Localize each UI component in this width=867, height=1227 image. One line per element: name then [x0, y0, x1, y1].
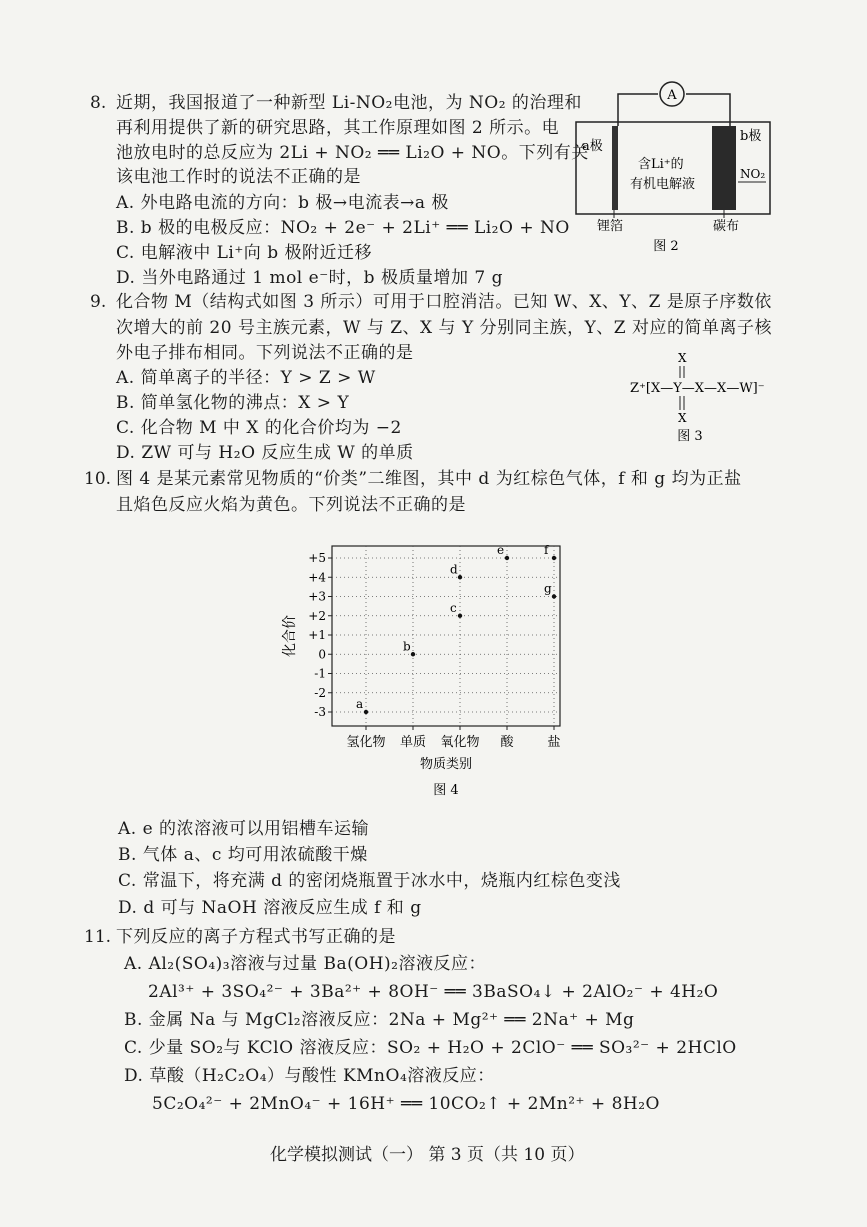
question-11-stem: 下列反应的离子方程式书写正确的是: [116, 927, 396, 947]
question-10-option-c: C. 常温下，将充满 d 的密闭烧瓶置于冰水中，烧瓶内红棕色变浅: [118, 871, 621, 891]
question-9-option-b: B. 简单氢化物的沸点：X > Y: [116, 393, 350, 413]
lithium-foil-label: 锂箔: [596, 219, 624, 234]
formula-chain: Z⁺[X—Y—X—X—W]⁻: [630, 381, 765, 396]
question-9-stem-line: 次增大的前 20 号主族元素，W 与 Z、X 与 Y 分别同主族，Y、Z 对应的简单离子核: [116, 318, 773, 338]
question-11-option-a: A. Al₂(SO₄)₃溶液与过量 Ba(OH)₂溶液反应：: [124, 954, 486, 974]
x-tick-label: 酸: [500, 735, 514, 750]
question-8-option-c: C. 电解液中 Li⁺向 b 极附近迁移: [116, 243, 373, 263]
data-point-c: [458, 614, 462, 618]
question-9-option-a: A. 简单离子的半径：Y > Z > W: [116, 368, 376, 388]
x-tick-label: 单质: [399, 735, 427, 750]
question-10-option-a: A. e 的浓溶液可以用铝槽车运输: [118, 819, 370, 839]
data-point-f: [552, 556, 556, 560]
electrolyte-label: 有机电解液: [630, 177, 696, 192]
question-10-option-d: D. d 可与 NaOH 溶液反应生成 f 和 g: [118, 898, 422, 918]
y-tick-label: 0: [318, 647, 326, 662]
y-tick-label: -2: [314, 685, 326, 700]
data-label-e: e: [497, 543, 505, 557]
x-axis-label: 物质类别: [419, 757, 473, 772]
data-point-e: [505, 556, 509, 560]
question-8-stem-line: 该电池工作时的说法不正确的是: [116, 167, 361, 187]
data-label-g: g: [544, 581, 552, 596]
valence-class-chart: [270, 530, 590, 810]
question-9-stem-line: 外电子排布相同。下列说法不正确的是: [116, 343, 414, 363]
figure-3-caption: 图 3: [677, 429, 703, 444]
question-10-stem-line: 且焰色反应火焰为黄色。下列说法不正确的是: [116, 495, 466, 515]
x-tick-label: 盐: [547, 735, 561, 750]
question-8-option-a: A. 外电路电流的方向：b 极→电流表→a 极: [116, 193, 449, 213]
data-point-d: [458, 575, 462, 579]
battery-diagram: [570, 78, 790, 258]
anode-label: a极: [582, 139, 603, 154]
data-point-g: [552, 594, 556, 598]
bottom-atom: X: [678, 411, 687, 425]
question-10-stem-line: 图 4 是某元素常见物质的“价类”二维图，其中 d 为红棕色气体，f 和 g 均为正盐: [116, 469, 742, 489]
data-label-b: b: [403, 639, 411, 654]
electrolyte-label: 含Li⁺的: [638, 157, 684, 172]
lithium-foil: [612, 126, 618, 210]
question-8-option-b: B. b 极的电极反应：NO₂ + 2e⁻ + 2Li⁺ ══ Li₂O + NO: [116, 218, 570, 238]
y-tick-label: +2: [308, 608, 326, 623]
data-label-f: f: [544, 543, 549, 557]
question-11-option-c: C. 少量 SO₂与 KClO 溶液反应：SO₂ + H₂O + 2ClO⁻ ══ SO₃²⁻ + 2HClO: [124, 1038, 737, 1058]
question-9-stem-line: 化合物 M（结构式如图 3 所示）可用于口腔消洁。已知 W、X、Y、Z 是原子序数依: [116, 292, 772, 312]
data-point-b: [411, 652, 415, 656]
y-axis-label: 化合价: [282, 615, 298, 657]
data-label-d: d: [450, 562, 458, 577]
y-tick-label: -1: [314, 666, 326, 681]
question-9-option-c: C. 化合物 M 中 X 的化合价均为 −2: [116, 418, 402, 438]
figure-4-caption: 图 4: [433, 783, 459, 798]
question-9-number: 9.: [90, 292, 107, 312]
question-8-stem-line: 再利用提供了新的研究思路，其工作原理如图 2 所示。电: [116, 118, 560, 138]
data-label-a: a: [356, 697, 364, 711]
question-8-stem-line: 近期，我国报道了一种新型 Li-NO₂电池，为 NO₂ 的治理和: [116, 93, 582, 113]
top-atom: X: [678, 351, 687, 365]
question-11-number: 11.: [84, 927, 112, 947]
question-9-option-d: D. ZW 可与 H₂O 反应生成 W 的单质: [116, 443, 414, 463]
y-tick-label: -3: [314, 705, 326, 719]
cathode-label: b极: [740, 129, 762, 144]
y-tick-label: +3: [308, 589, 326, 604]
question-10-number: 10.: [84, 469, 112, 489]
data-label-c: c: [450, 600, 457, 615]
question-8-option-d: D. 当外电路通过 1 mol e⁻时，b 极质量增加 7 g: [116, 268, 503, 288]
question-8-number: 8.: [90, 93, 107, 113]
carbon-cloth: [712, 126, 736, 210]
x-tick-label: 氢化物: [346, 735, 386, 750]
y-tick-label: +4: [308, 570, 326, 585]
question-11-equation-a: 2Al³⁺ + 3SO₄²⁻ + 3Ba²⁺ + 8OH⁻ ══ 3BaSO₄↓ + 2AlO₂⁻ + 4H₂O: [148, 982, 719, 1002]
question-10-option-b: B. 气体 a、c 均可用浓硫酸干燥: [118, 845, 368, 865]
y-tick-label: +1: [308, 628, 326, 642]
data-point-a: [364, 710, 368, 714]
figure-2-caption: 图 2: [653, 239, 679, 254]
question-11-equation-d: 5C₂O₄²⁻ + 2MnO₄⁻ + 16H⁺ ══ 10CO₂↑ + 2Mn²⁺ + 8H₂O: [152, 1094, 660, 1114]
ammeter-label: A: [667, 88, 677, 103]
gas-label: NO₂: [740, 167, 766, 181]
y-tick-label: +5: [308, 551, 326, 565]
structural-formula: [620, 348, 820, 448]
question-11-option-b: B. 金属 Na 与 MgCl₂溶液反应：2Na + Mg²⁺ ══ 2Na⁺ + Mg: [124, 1010, 635, 1030]
question-8-stem-line: 池放电时的总反应为 2Li + NO₂ ══ Li₂O + NO。下列有关: [116, 143, 589, 163]
question-11-option-d: D. 草酸（H₂C₂O₄）与酸性 KMnO₄溶液反应：: [124, 1066, 495, 1086]
page-footer: 化学模拟测试（一） 第 3 页（共 10 页）: [270, 1145, 585, 1165]
x-tick-label: 氧化物: [440, 735, 480, 750]
carbon-cloth-label: 碳布: [712, 219, 740, 234]
